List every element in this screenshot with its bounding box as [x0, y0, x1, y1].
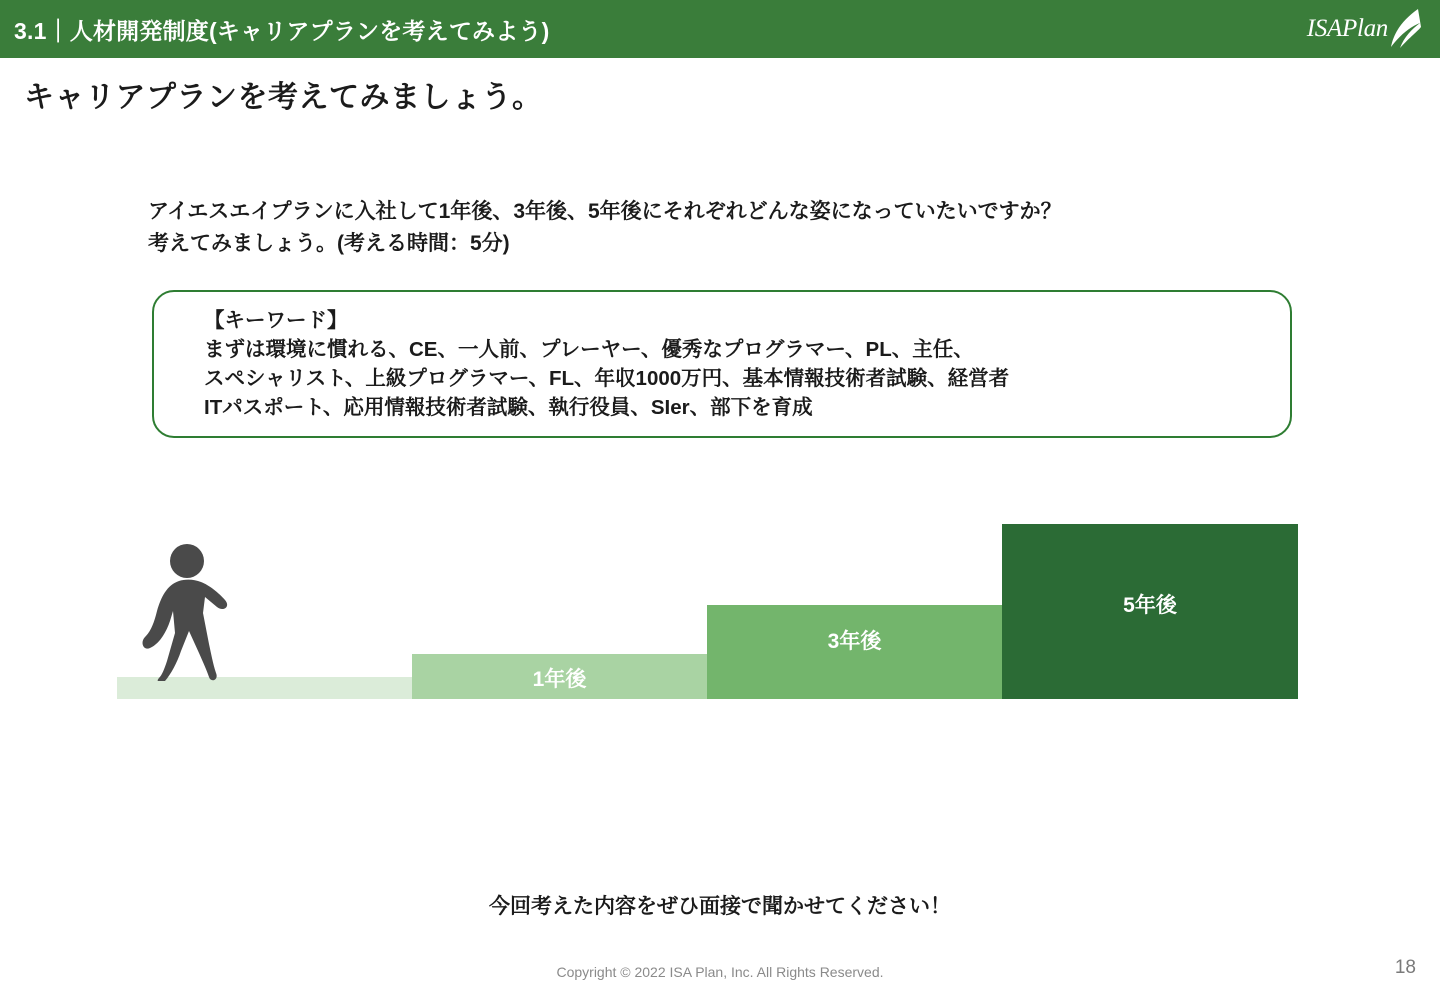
lead-line-1: アイエスエイプランに入社して1年後、3年後、5年後にそれぞれどんな姿になっていたいですか？	[148, 200, 1062, 223]
page-number: 18	[1394, 957, 1416, 978]
keyword-line-1: まずは環境に慣れる、CE、一人前、プレーヤー、優秀なプログラマー、PL、主任、	[204, 338, 974, 361]
lead-line-2: 考えてみましょう。(考える時間：5分)	[148, 232, 510, 255]
stair-step-label-3year: 3年後	[827, 630, 882, 653]
swoosh-icon	[1388, 7, 1422, 51]
stair-step-5year	[1002, 524, 1298, 699]
brand-logo	[1307, 7, 1422, 51]
header-title: 3.1｜人材開発制度(キャリアプランを考えてみよう)	[14, 17, 550, 44]
stair-step-3year	[707, 605, 1002, 699]
page-title: キャリアプランを考えてみましょう。	[24, 81, 543, 114]
slide-header-bar	[0, 0, 1440, 58]
copyright-text: Copyright © 2022 ISA Plan, Inc. All Rights Reserved.	[556, 964, 884, 980]
brand-name: ISAPlan	[1306, 15, 1388, 42]
keyword-line-2: スペシャリスト、上級プログラマー、FL、年収1000万円、基本情報技術者試験、経営者	[204, 367, 1010, 390]
stair-step-label-5year: 5年後	[1123, 594, 1177, 617]
stair-step-1year	[412, 654, 707, 699]
lead-paragraph	[148, 196, 1308, 260]
keyword-box	[152, 290, 1292, 438]
keyword-line-3: ITパスポート、応用情報技術者試験、執行役員、SIer、部下を育成	[204, 396, 813, 419]
walking-person-icon	[137, 541, 247, 681]
keyword-heading: 【キーワード】	[204, 309, 348, 332]
stair-step-label-1year: 1年後	[532, 668, 587, 691]
closing-message: 今回考えた内容をぜひ面接で聞かせてください！	[489, 895, 951, 918]
stairs-diagram	[117, 524, 1298, 699]
